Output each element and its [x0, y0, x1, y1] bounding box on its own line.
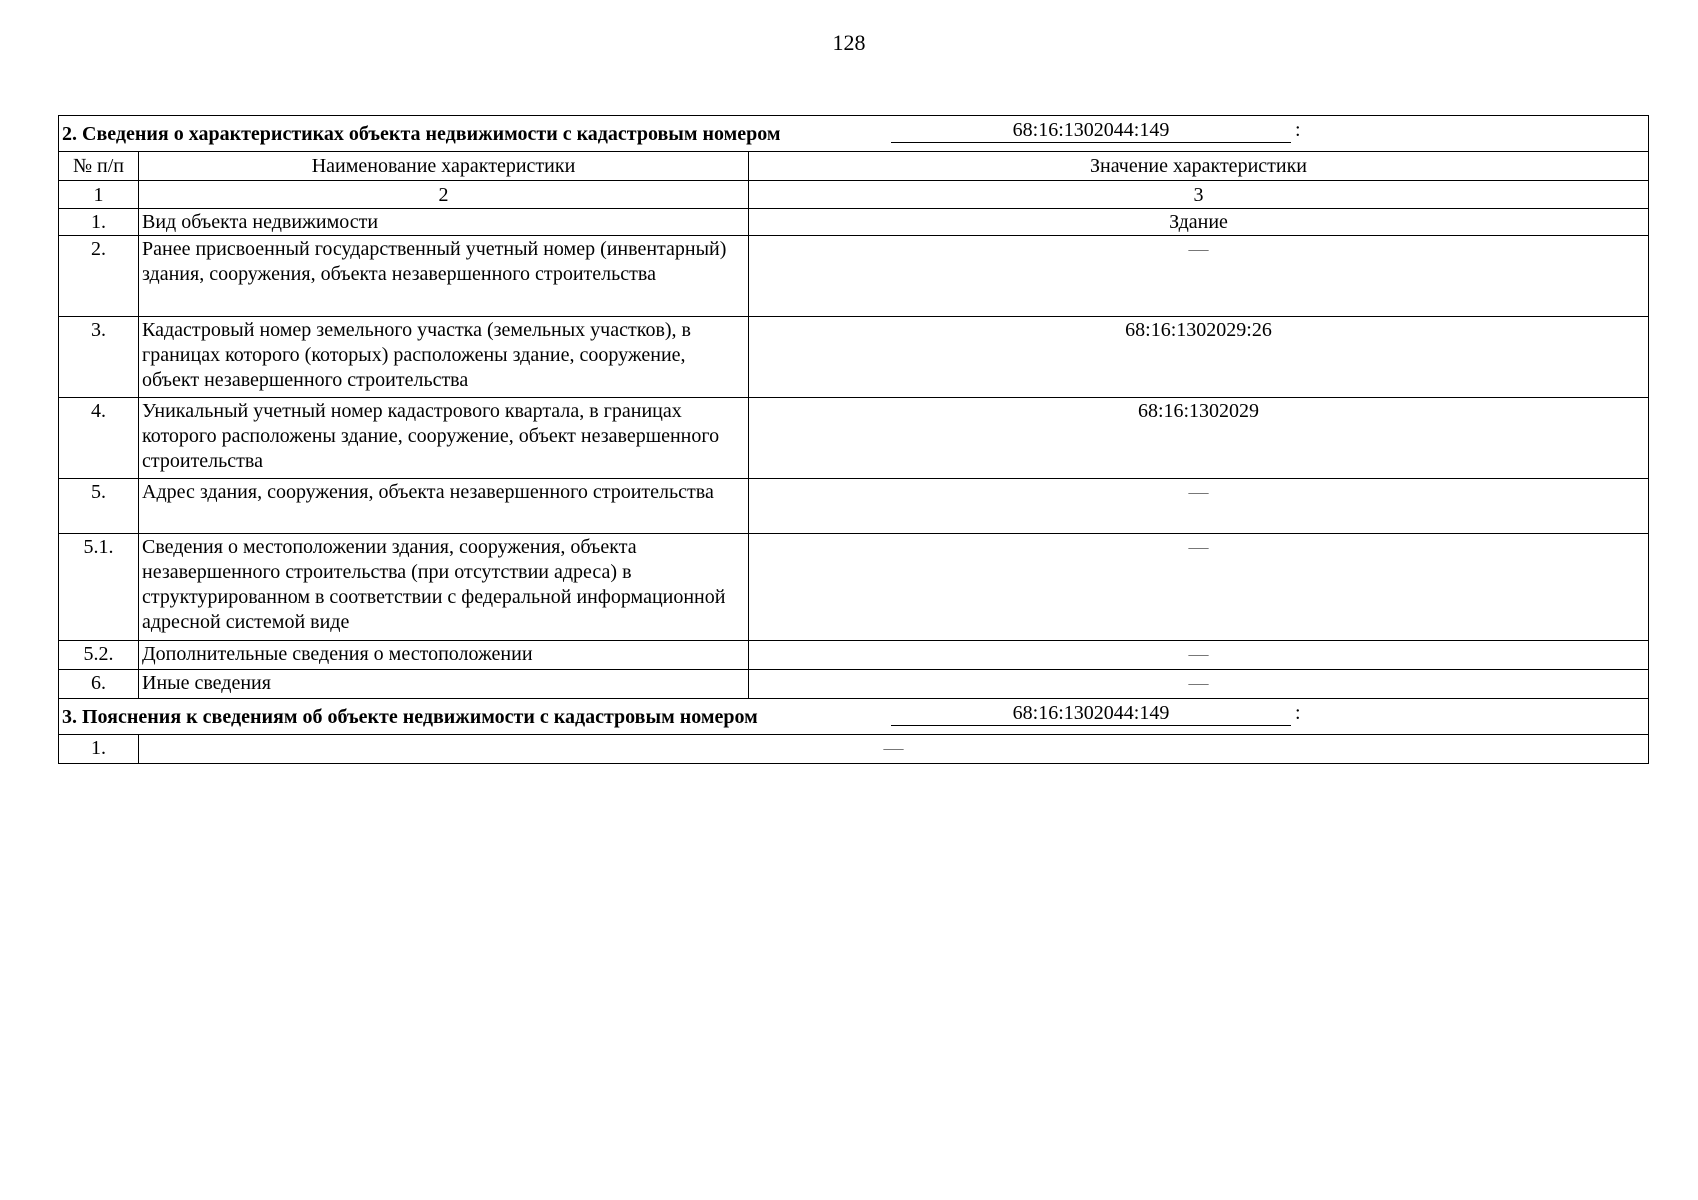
row-value-cell: [749, 534, 1649, 641]
characteristics-table: [58, 115, 1649, 764]
table-index-row: [59, 181, 1649, 209]
header-num: № п/п: [59, 152, 139, 181]
row-value: —: [1188, 536, 1209, 558]
row-name: Уникальный учетный номер кадастрового квартала, в границах которого расположены здание, сооружение, объект незавершенного строительства: [139, 398, 749, 479]
table-header-row: [59, 152, 1649, 181]
table-row: [59, 398, 1649, 479]
section3-cadastral-wrap: [891, 701, 1301, 726]
row-value: 68:16:1302029: [749, 398, 1649, 479]
row-name: Вид объекта недвижимости: [139, 209, 749, 236]
section3-title: 3. Пояснения к сведениям об объекте недвижимости с кадастровым номером: [62, 705, 758, 728]
row-value-cell: [749, 236, 1649, 317]
row-num: 5.2.: [59, 641, 139, 670]
table-row: [59, 735, 1649, 764]
section2-title: 2. Сведения о характеристиках объекта недвижимости с кадастровым номером: [62, 122, 781, 145]
row-num: 4.: [59, 398, 139, 479]
row-num: 1.: [59, 735, 139, 764]
table-row: [59, 317, 1649, 398]
row-value: —: [1188, 672, 1209, 694]
page-number: 128: [832, 30, 866, 55]
row-value: 68:16:1302029:26: [749, 317, 1649, 398]
row-num: 5.: [59, 479, 139, 534]
row-num: 3.: [59, 317, 139, 398]
row-value-cell: [139, 735, 1649, 764]
index-col-3: 3: [749, 181, 1649, 209]
section2-header: [59, 116, 1649, 152]
row-value-cell: [749, 641, 1649, 670]
row-num: 2.: [59, 236, 139, 317]
row-value: Здание: [749, 209, 1649, 236]
section3-colon: :: [1295, 702, 1301, 724]
table-row: [59, 479, 1649, 534]
row-name: Дополнительные сведения о местоположении: [139, 641, 749, 670]
table-row: [59, 236, 1649, 317]
header-value: Значение характеристики: [749, 152, 1649, 181]
section3-header-row: [59, 699, 1649, 735]
section2-colon: :: [1295, 119, 1301, 141]
row-name: Адрес здания, сооружения, объекта незавершенного строительства: [139, 479, 749, 534]
row-value: —: [1188, 481, 1209, 503]
section3-cadastral-number: 68:16:1302044:149: [891, 701, 1291, 726]
header-name: Наименование характеристики: [139, 152, 749, 181]
row-value: —: [1188, 643, 1209, 665]
row-name: Сведения о местоположении здания, сооружения, объекта незавершенного строительства (при отсутствии адреса) в структурированном в соответствии с федеральной информационной адресной системой виде: [139, 534, 749, 641]
table-row: [59, 209, 1649, 236]
index-col-2: 2: [139, 181, 749, 209]
row-value: —: [1188, 238, 1209, 260]
row-num: 6.: [59, 670, 139, 699]
row-num: 5.1.: [59, 534, 139, 641]
section2-cadastral-wrap: [891, 118, 1301, 143]
row-value-cell: [749, 670, 1649, 699]
section2-cadastral-number: 68:16:1302044:149: [891, 118, 1291, 143]
table-row: [59, 641, 1649, 670]
row-name: Кадастровый номер земельного участка (земельных участков), в границах которого (которых) расположены здание, сооружение, объект незавершенного строительства: [139, 317, 749, 398]
row-num: 1.: [59, 209, 139, 236]
section2-header-row: [59, 116, 1649, 152]
table-row: [59, 534, 1649, 641]
row-value: —: [883, 737, 904, 759]
section3-header: [59, 699, 1649, 735]
row-name: Иные сведения: [139, 670, 749, 699]
row-value-cell: [749, 479, 1649, 534]
table-row: [59, 670, 1649, 699]
row-name: Ранее присвоенный государственный учетный номер (инвентарный) здания, сооружения, объекта незавершенного строительства: [139, 236, 749, 317]
index-col-1: 1: [59, 181, 139, 209]
